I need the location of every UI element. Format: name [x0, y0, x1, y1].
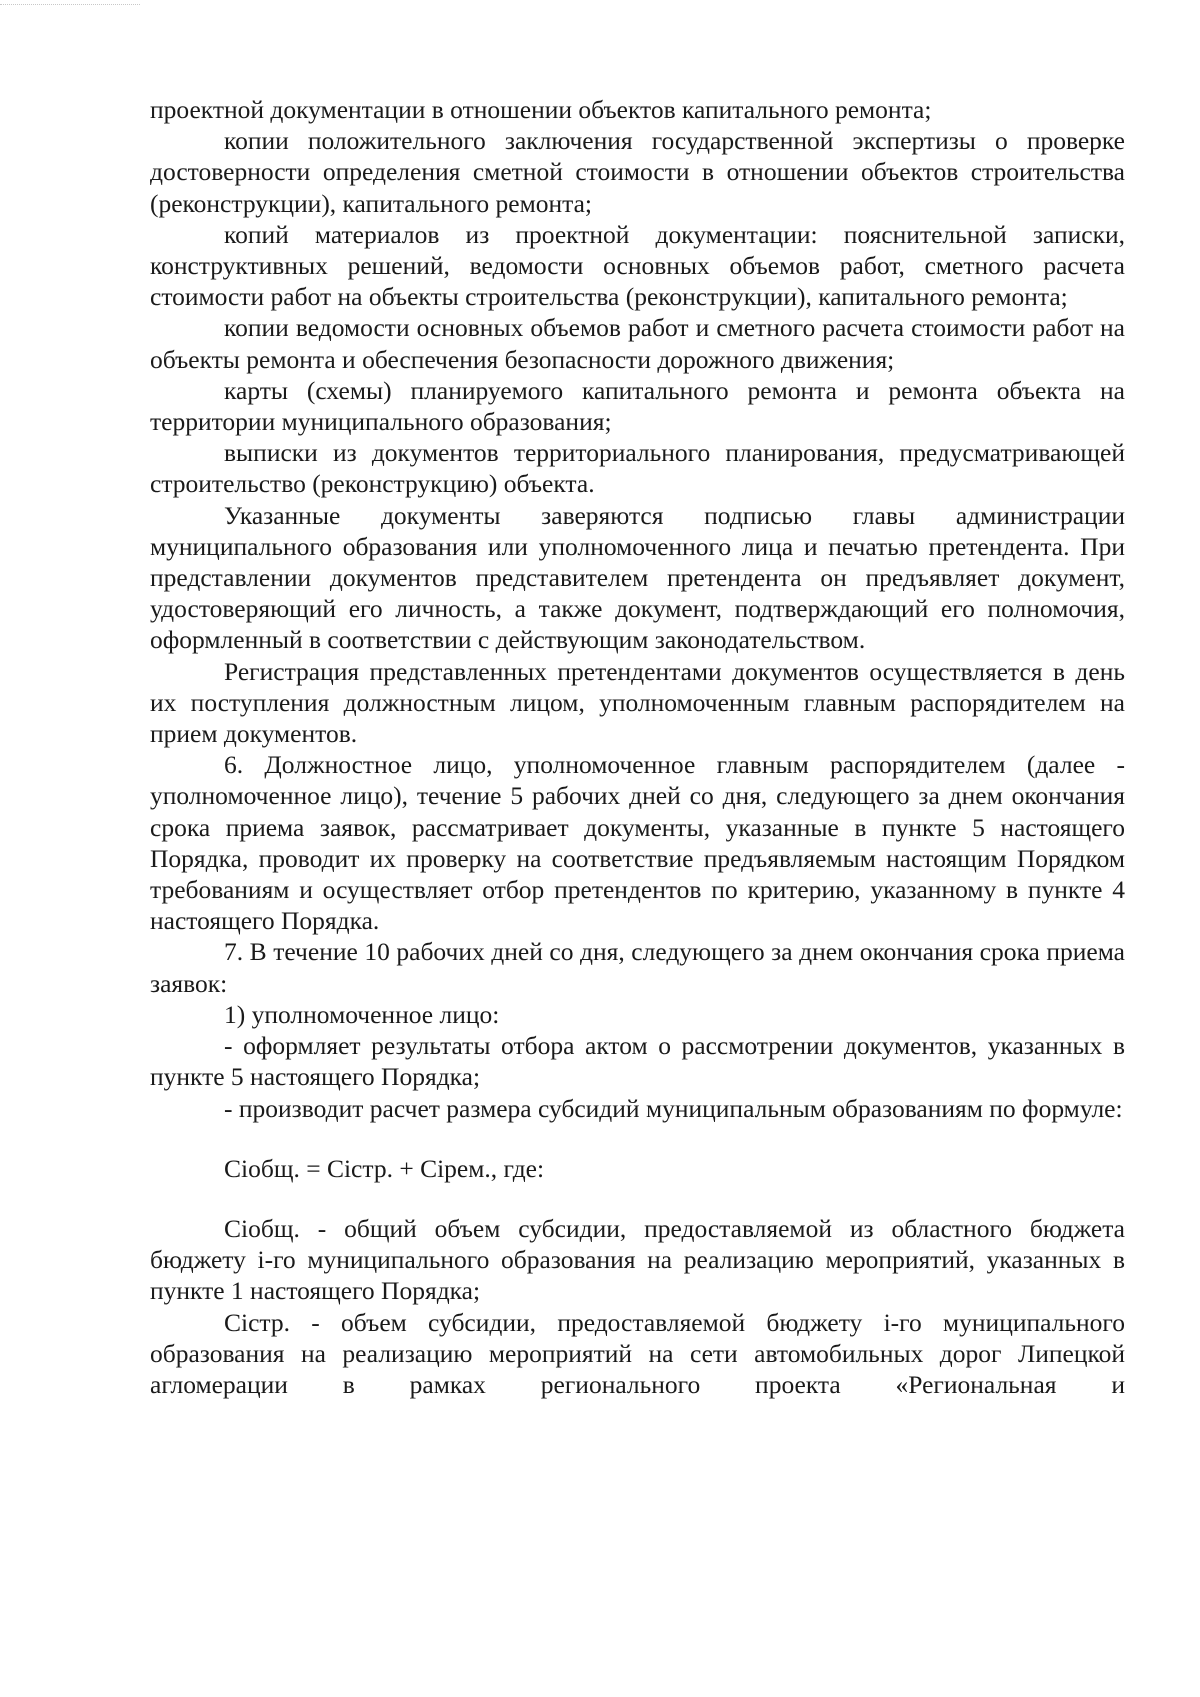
paragraph-certification: Указанные документы заверяются подписью главы администрации муниципального образования или уполномоченного лица и печатью претендента. При представлении документов представителем претендента он предъявляет документ, удостоверяющий его личность, а также документ, подтверждающий его полномочия, оформленный в соответствии с действующим законодательством. [150, 500, 1125, 655]
paragraph-calculation: - производит расчет размера субсидий муниципальным образованиям по формуле: [224, 1093, 1123, 1123]
paragraph-materials-copy: копий материалов из проектной документации: пояснительной записки, конструктивных решений, ведомости основных объемов работ, сметного расчета стоимости работ на объекты строительства (реконструкции), капитального ремонта; [150, 219, 1125, 312]
spacer [150, 1184, 1125, 1213]
paragraph-subitem-1: 1) уполномоченное лицо: [224, 999, 500, 1029]
paragraph-extracts: выписки из документов территориального планирования, предусматривающей строительство (реконструкцию) объекта. [150, 438, 1125, 499]
spacer [150, 1124, 1125, 1153]
scan-edge-mark [0, 4, 140, 5]
paragraph-maps: карты (схемы) планируемого капитального ремонта и ремонта объекта на территории муниципального образования; [150, 375, 1125, 437]
paragraph-results: - оформляет результаты отбора актом о рассмотрении документов, указанных в пункте 5 настоящего Порядка; [150, 1031, 1125, 1092]
paragraph-ciobsch-definition: Сiобщ. - общий объем субсидии, предоставляемой из областного бюджета бюджету i-го муниципального образования на реализацию мероприятий, указанных в пункте 1 настоящего Порядка; [150, 1213, 1125, 1306]
document-page [150, 94, 1125, 1400]
paragraph-item-6: 6. Должностное лицо, уполномоченное главным распорядителем (далее - уполномоченное лицо), течение 5 рабочих дней со дня, следующего за днем окончания срока приема заявок, рассматривает документы, указанные в пункте 5 настоящего Порядка, проводит их проверку на соответствие предъявляемым настоящим Порядком требованиям и осуществляет отбор претендентов по критерию, указанному в пункте 4 настоящего Порядка. [150, 750, 1125, 936]
paragraph-cistr-definition: Сiстр. - объем субсидии, предоставляемой бюджету i-го муниципального образования на реализацию мероприятий на сети автомобильных дорог Липецкой агломерации в рамках регионального проекта «Региональная и [150, 1307, 1125, 1399]
paragraph-item-7: 7. В течение 10 рабочих дней со дня, следующего за днем окончания срока приема заявок: [150, 937, 1125, 998]
paragraph-expertise-copy: копии положительного заключения государственной экспертизы о проверке достоверности определения сметной стоимости в отношении объектов строительства (реконструкции), капитального ремонта; [150, 126, 1125, 218]
paragraph-project-docs: проектной документации в отношении объектов капитального ремонта; [150, 95, 932, 124]
paragraph-registration: Регистрация представленных претендентами документов осуществляется в день их поступления должностным лицом, уполномоченным главным распорядителем на прием документов. [150, 656, 1125, 749]
paragraph-works-statement: копии ведомости основных объемов работ и сметного расчета стоимости работ на объекты ремонта и обеспечения безопасности дорожного движения; [150, 313, 1125, 374]
formula: Сiобщ. = Сiстр. + Сiрем., где: [224, 1153, 545, 1183]
